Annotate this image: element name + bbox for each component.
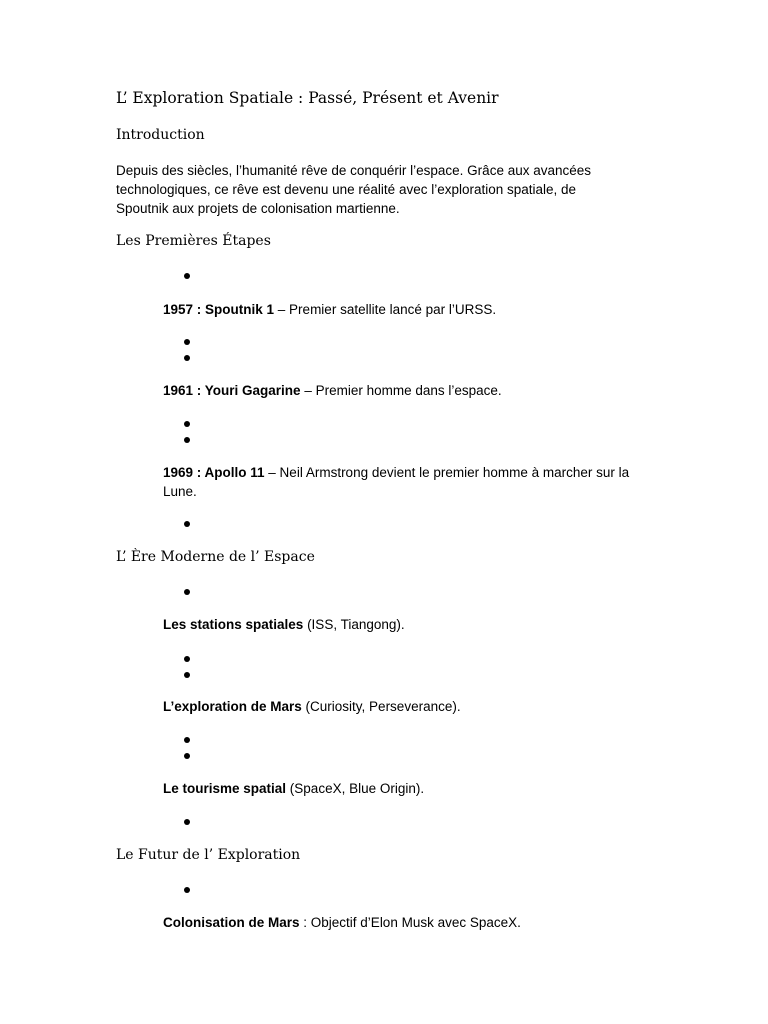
item-text: (SpaceX, Blue Origin). (286, 781, 425, 796)
item-text: – Premier satellite lancé par l’URSS. (274, 302, 497, 317)
bullet-marker (184, 339, 190, 345)
bullet-marker (184, 521, 190, 527)
section-heading-modern-era: L’ Ère Moderne de l’ Espace (116, 549, 315, 565)
list-item-1957 (163, 300, 653, 319)
list-item-space-stations (163, 615, 653, 634)
bullet-marker (184, 437, 190, 443)
bullet-marker (184, 421, 190, 427)
bullet-marker (184, 737, 190, 743)
list-item-mars-exploration (163, 697, 653, 716)
item-bold-label: Colonisation de Mars (163, 915, 300, 930)
bullet-marker (184, 355, 190, 361)
item-text: – Neil Armstrong devient le premier homme à marcher sur la Lune. (163, 465, 630, 499)
item-bold-label: Les stations spatiales (163, 617, 304, 632)
item-bold-label: 1969 : Apollo 11 (163, 465, 265, 480)
item-bold-label: Le tourisme spatial (163, 781, 287, 796)
bullet-marker (184, 656, 190, 662)
section-heading-introduction: Introduction (116, 127, 205, 143)
bullet-marker (184, 589, 190, 595)
section-heading-first-steps: Les Premières Étapes (116, 233, 271, 249)
bullet-marker (184, 819, 190, 825)
document-title: L’ Exploration Spatiale : Passé, Présent et Avenir (116, 89, 499, 107)
list-item-1969 (163, 463, 653, 501)
list-item-1961 (163, 381, 653, 400)
item-text: (Curiosity, Perseverance). (301, 699, 461, 714)
list-item-space-tourism (163, 779, 653, 798)
item-bold-label: 1961 : Youri Gagarine (163, 383, 301, 398)
bullet-marker (184, 273, 190, 279)
item-text: (ISS, Tiangong). (303, 617, 405, 632)
introduction-paragraph: Depuis des siècles, l’humanité rêve de conquérir l’espace. Grâce aux avancées technologiques, ce rêve est devenu une réalité avec l’exploration spatiale, de Spoutnik aux projets de colonisation martienne. (116, 163, 592, 216)
item-text: : Objectif d’Elon Musk avec SpaceX. (299, 915, 521, 930)
item-bold-label: L’exploration de Mars (163, 699, 302, 714)
bullet-marker (184, 887, 190, 893)
section-heading-future: Le Futur de l’ Exploration (116, 847, 301, 863)
list-item-mars-colonisation (163, 913, 653, 932)
item-bold-label: 1957 : Spoutnik 1 (163, 302, 275, 317)
bullet-marker (184, 753, 190, 759)
item-text: – Premier homme dans l’espace. (300, 383, 502, 398)
bullet-marker (184, 672, 190, 678)
